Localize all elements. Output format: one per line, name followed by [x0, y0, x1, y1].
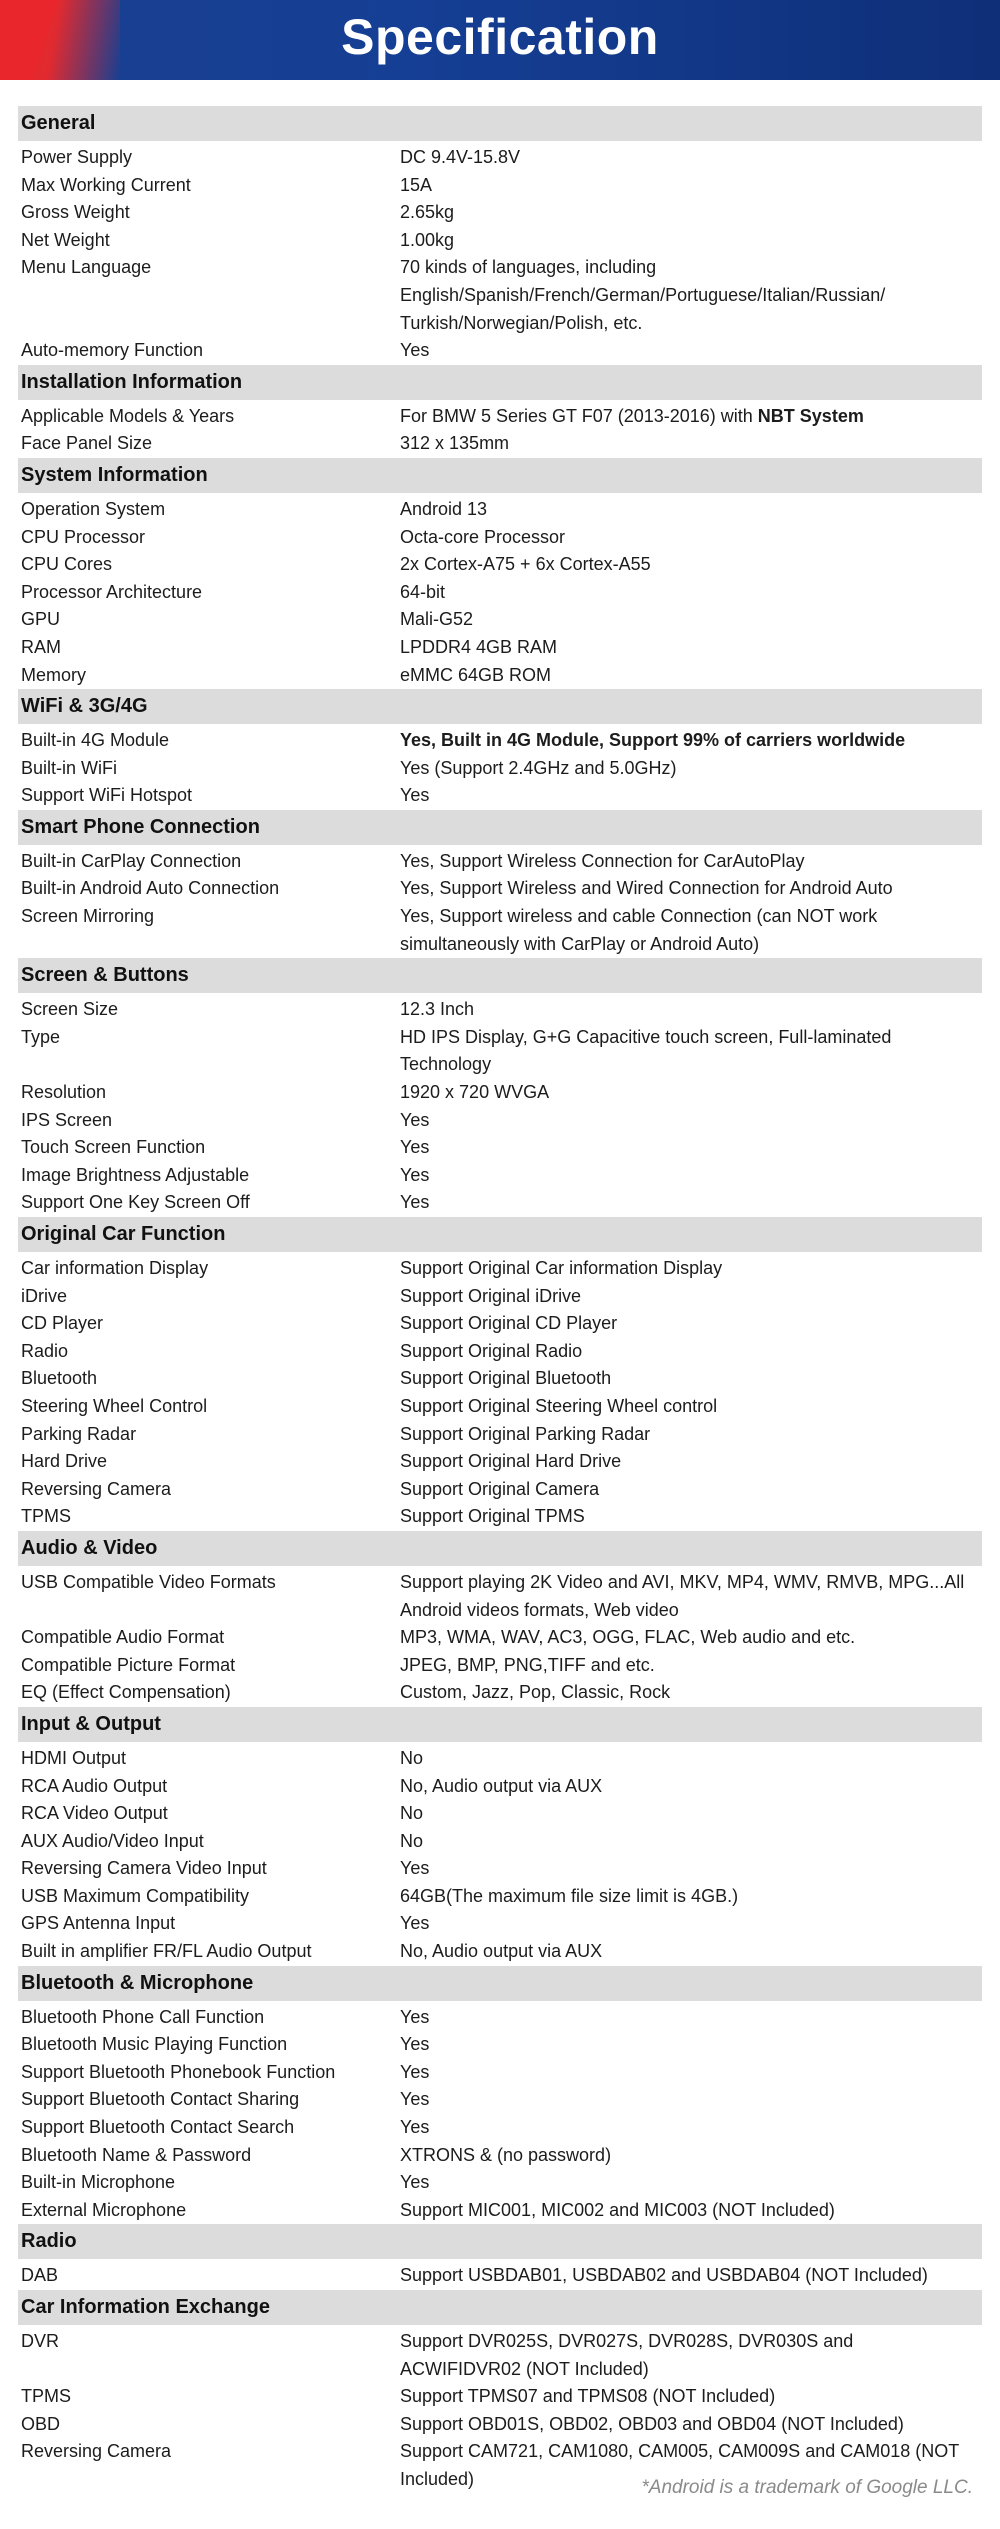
spec-value-text: Yes	[400, 1164, 430, 1185]
spec-label: Gross Weight	[21, 202, 130, 223]
spec-value-text: Yes	[400, 2006, 430, 2027]
spec-row	[18, 1938, 982, 1966]
spec-value	[400, 579, 982, 607]
section-heading: System Information	[18, 458, 982, 493]
spec-label: Resolution	[21, 1082, 107, 1103]
spec-value	[400, 199, 982, 227]
spec-value-text: 12.3 Inch	[400, 999, 475, 1020]
spec-value	[400, 727, 982, 755]
spec-row	[18, 2059, 982, 2087]
spec-value-text: Yes	[400, 2034, 430, 2055]
spec-row	[18, 1079, 982, 1107]
spec-value-text: Yes	[400, 1913, 430, 1934]
spec-row	[18, 1828, 982, 1856]
spec-row	[18, 524, 982, 552]
spec-value	[400, 2411, 982, 2439]
spec-label: Compatible Picture Format	[21, 1654, 236, 1675]
spec-value	[400, 1134, 982, 1162]
spec-section	[18, 1217, 982, 1531]
section-heading: Original Car Function	[18, 1217, 982, 1252]
spec-row	[18, 2411, 982, 2439]
spec-label: EQ (Effect Compensation)	[21, 1682, 231, 1703]
spec-row	[18, 2142, 982, 2170]
spec-row	[18, 337, 982, 365]
spec-value	[400, 1079, 982, 1107]
spec-value	[400, 2086, 982, 2114]
spec-value-text: No	[400, 1803, 424, 1824]
spec-value-emphasis: Yes, Built in 4G Module, Support 99% of carriers worldwide	[400, 730, 906, 751]
spec-row	[18, 1448, 982, 1476]
spec-value-text: Support MIC001, MIC002 and MIC003 (NOT Included)	[400, 2199, 835, 2220]
spec-value	[400, 1107, 982, 1135]
spec-label: iDrive	[21, 1285, 68, 1306]
spec-value-text: Support OBD01S, OBD02, OBD03 and OBD04 (NOT Included)	[400, 2413, 904, 2434]
spec-value-text: JPEG, BMP, PNG,TIFF and etc.	[400, 1654, 655, 1675]
spec-row	[18, 2383, 982, 2411]
spec-row	[18, 2114, 982, 2142]
spec-value-text: Yes	[400, 2089, 430, 2110]
section-heading: General	[18, 106, 982, 141]
spec-label: Built in amplifier FR/FL Audio Output	[21, 1941, 312, 1962]
spec-label: OBD	[21, 2413, 61, 2434]
spec-value	[400, 1393, 982, 1421]
spec-section	[18, 1966, 982, 2225]
spec-label: USB Compatible Video Formats	[21, 1571, 276, 1592]
header-banner	[0, 0, 1000, 80]
spec-section	[18, 1707, 982, 1966]
spec-value	[400, 606, 982, 634]
spec-value	[400, 172, 982, 200]
spec-value-text: 64GB(The maximum file size limit is 4GB.)	[400, 1885, 739, 1906]
spec-row	[18, 1679, 982, 1707]
spec-value-text: Support Original Steering Wheel control	[400, 1395, 718, 1416]
spec-value	[400, 1503, 982, 1531]
spec-label: Auto-memory Function	[21, 340, 204, 361]
spec-row	[18, 144, 982, 172]
spec-value	[400, 1652, 982, 1680]
spec-section	[18, 106, 982, 365]
spec-label: Bluetooth Name & Password	[21, 2144, 252, 2165]
spec-row	[18, 662, 982, 690]
spec-value-text: No	[400, 1830, 424, 1851]
spec-value-text: MP3, WMA, WAV, AC3, OGG, FLAC, Web audio and etc.	[400, 1627, 856, 1648]
spec-value	[400, 254, 982, 337]
spec-value	[400, 1624, 982, 1652]
spec-label: DAB	[21, 2265, 59, 2286]
spec-label: RCA Audio Output	[21, 1775, 168, 1796]
spec-value	[400, 1883, 982, 1911]
spec-value-text: Support DVR025S, DVR027S, DVR028S, DVR030S and ACWIFIDVR02 (NOT Included)	[400, 2331, 854, 2379]
spec-row	[18, 848, 982, 876]
spec-row	[18, 1503, 982, 1531]
spec-row	[18, 1883, 982, 1911]
spec-label: Type	[21, 1026, 61, 1047]
spec-value	[400, 1938, 982, 1966]
spec-value	[400, 524, 982, 552]
spec-value-text: Android 13	[400, 498, 488, 519]
spec-section	[18, 958, 982, 1217]
spec-label: TPMS	[21, 2386, 72, 2407]
spec-label: Processor Architecture	[21, 581, 203, 602]
spec-label: Screen Size	[21, 999, 119, 1020]
spec-value-text: No	[400, 1747, 424, 1768]
spec-value	[400, 227, 982, 255]
spec-value-text: 64-bit	[400, 581, 446, 602]
spec-value-text: HD IPS Display, G+G Capacitive touch screen, Full-laminated Technology	[400, 1026, 892, 1075]
spec-value	[400, 2383, 982, 2411]
spec-row	[18, 254, 982, 337]
section-heading: Input & Output	[18, 1707, 982, 1742]
spec-value	[400, 1855, 982, 1883]
spec-row	[18, 199, 982, 227]
spec-label: Bluetooth Music Playing Function	[21, 2034, 288, 2055]
spec-value	[400, 2262, 982, 2290]
spec-row	[18, 1162, 982, 1190]
spec-row	[18, 2004, 982, 2032]
spec-value	[400, 1476, 982, 1504]
spec-row	[18, 2169, 982, 2197]
spec-value-text: Yes	[400, 785, 430, 806]
spec-value	[400, 848, 982, 876]
spec-row	[18, 1338, 982, 1366]
spec-row	[18, 1189, 982, 1217]
spec-value-text: 1920 x 720 WVGA	[400, 1082, 550, 1103]
spec-label: Reversing Camera	[21, 2441, 172, 2462]
spec-row	[18, 1745, 982, 1773]
spec-row	[18, 996, 982, 1024]
spec-row	[18, 1800, 982, 1828]
spec-value-text: Yes	[400, 1137, 430, 1158]
spec-value	[400, 662, 982, 690]
spec-row	[18, 2262, 982, 2290]
spec-row	[18, 1910, 982, 1938]
spec-label: USB Maximum Compatibility	[21, 1885, 250, 1906]
section-heading: Radio	[18, 2224, 982, 2259]
spec-row	[18, 172, 982, 200]
spec-row	[18, 2031, 982, 2059]
spec-value	[400, 1569, 982, 1624]
spec-value-text: Support Original iDrive	[400, 1285, 582, 1306]
spec-section	[18, 365, 982, 458]
spec-label: Support Bluetooth Phonebook Function	[21, 2061, 336, 2082]
spec-label: Applicable Models & Years	[21, 405, 235, 426]
spec-value	[400, 337, 982, 365]
spec-value-text: No, Audio output via AUX	[400, 1941, 603, 1962]
spec-value-emphasis: NBT System	[757, 405, 864, 426]
section-heading: WiFi & 3G/4G	[18, 689, 982, 724]
spec-row	[18, 1107, 982, 1135]
spec-value-text: For BMW 5 Series GT F07 (2013-2016) with	[400, 405, 758, 426]
spec-value-text: Support Original Radio	[400, 1340, 583, 1361]
spec-label: CPU Processor	[21, 526, 146, 547]
spec-row	[18, 403, 982, 431]
spec-value	[400, 1745, 982, 1773]
spec-row	[18, 430, 982, 458]
spec-label: GPU	[21, 609, 61, 630]
spec-value	[400, 2169, 982, 2197]
spec-row	[18, 1365, 982, 1393]
section-heading: Audio & Video	[18, 1531, 982, 1566]
spec-label: Support One Key Screen Off	[21, 1192, 250, 1213]
spec-label: CPU Cores	[21, 554, 113, 575]
spec-value-text: Yes, Support Wireless Connection for CarAutoPlay	[400, 850, 805, 871]
spec-value-text: 1.00kg	[400, 229, 455, 250]
spec-row	[18, 1855, 982, 1883]
spec-row	[18, 1624, 982, 1652]
spec-value	[400, 996, 982, 1024]
spec-label: Image Brightness Adjustable	[21, 1164, 250, 1185]
spec-value	[400, 1365, 982, 1393]
spec-value-text: Yes	[400, 2172, 430, 2193]
spec-label: Reversing Camera Video Input	[21, 1858, 267, 1879]
spec-section	[18, 810, 982, 958]
spec-label: Built-in Microphone	[21, 2172, 176, 2193]
spec-value-text: Yes	[400, 1192, 430, 1213]
spec-label: TPMS	[21, 1506, 72, 1527]
spec-value-text: 312 x 135mm	[400, 433, 510, 454]
spec-label: Built-in Android Auto Connection	[21, 878, 280, 899]
spec-section	[18, 2224, 982, 2290]
spec-row	[18, 1283, 982, 1311]
spec-value-text: Yes	[400, 340, 430, 361]
spec-row	[18, 634, 982, 662]
spec-value	[400, 1162, 982, 1190]
spec-label: Menu Language	[21, 257, 152, 278]
spec-value	[400, 2004, 982, 2032]
spec-row	[18, 903, 982, 958]
spec-value-text: 15A	[400, 174, 433, 195]
spec-value-text: Support USBDAB01, USBDAB02 and USBDAB04 (NOT Included)	[400, 2265, 928, 2286]
spec-label: Touch Screen Function	[21, 1137, 206, 1158]
spec-label: Net Weight	[21, 229, 110, 250]
spec-label: Support Bluetooth Contact Sharing	[21, 2089, 300, 2110]
spec-row	[18, 755, 982, 783]
spec-value	[400, 1910, 982, 1938]
spec-label: AUX Audio/Video Input	[21, 1830, 204, 1851]
spec-label: Built-in CarPlay Connection	[21, 850, 242, 871]
spec-label: IPS Screen	[21, 1109, 113, 1130]
spec-row	[18, 1310, 982, 1338]
spec-value	[400, 755, 982, 783]
section-heading: Installation Information	[18, 365, 982, 400]
spec-value-text: Support Original Bluetooth	[400, 1368, 612, 1389]
spec-value-text: Yes	[400, 1109, 430, 1130]
spec-row	[18, 1476, 982, 1504]
spec-label: Hard Drive	[21, 1451, 108, 1472]
spec-value	[400, 144, 982, 172]
spec-row	[18, 875, 982, 903]
spec-row	[18, 1393, 982, 1421]
spec-label: Face Panel Size	[21, 433, 153, 454]
spec-label: Memory	[21, 664, 87, 685]
spec-value	[400, 1189, 982, 1217]
spec-value	[400, 1338, 982, 1366]
spec-value	[400, 1024, 982, 1079]
spec-label: Bluetooth	[21, 1368, 98, 1389]
spec-value-text: eMMC 64GB ROM	[400, 664, 552, 685]
spec-value	[400, 2142, 982, 2170]
spec-value	[400, 1310, 982, 1338]
spec-value-text: Support Original CD Player	[400, 1313, 618, 1334]
spec-value-text: Support Original Camera	[400, 1478, 600, 1499]
spec-value	[400, 1800, 982, 1828]
spec-value-text: Support Original Car information Display	[400, 1258, 723, 1278]
spec-section	[18, 1531, 982, 1707]
section-heading: Bluetooth & Microphone	[18, 1966, 982, 2001]
spec-value-text: Mali-G52	[400, 609, 474, 630]
spec-value-text: Yes	[400, 1858, 430, 1879]
spec-label: HDMI Output	[21, 1747, 127, 1768]
spec-value-text: Support CAM721, CAM1080, CAM005, CAM009S and CAM018 (NOT Included)	[400, 2441, 959, 2489]
section-heading: Car Information Exchange	[18, 2290, 982, 2325]
spec-row	[18, 1255, 982, 1283]
spec-value	[400, 634, 982, 662]
spec-value	[400, 1421, 982, 1449]
spec-value-text: No, Audio output via AUX	[400, 1775, 603, 1796]
spec-label: Steering Wheel Control	[21, 1395, 208, 1416]
spec-section	[18, 689, 982, 810]
spec-label: Reversing Camera	[21, 1478, 172, 1499]
spec-value	[400, 1283, 982, 1311]
spec-value	[400, 2031, 982, 2059]
spec-value-text: Support playing 2K Video and AVI, MKV, MP4, WMV, RMVB, MPG...All Android videos formats, Web video	[400, 1571, 965, 1620]
spec-label: RCA Video Output	[21, 1803, 168, 1824]
spec-value-text: 2x Cortex-A75 + 6x Cortex-A55	[400, 554, 651, 575]
spec-label: External Microphone	[21, 2199, 187, 2220]
spec-value-text: DC 9.4V-15.8V	[400, 147, 521, 167]
spec-row	[18, 1421, 982, 1449]
spec-label: Radio	[21, 1340, 69, 1361]
spec-value	[400, 1255, 982, 1283]
spec-label: DVR	[21, 2331, 60, 2351]
spec-value-text: Support Original Hard Drive	[400, 1451, 622, 1472]
spec-value	[400, 496, 982, 524]
spec-value-text: Yes, Support wireless and cable Connection (can NOT work simultaneously with CarPlay or Android Auto)	[400, 906, 878, 954]
spec-value	[400, 2059, 982, 2087]
spec-value	[400, 1773, 982, 1801]
spec-value	[400, 1679, 982, 1707]
spec-label: Operation System	[21, 498, 166, 519]
spec-label: GPS Antenna Input	[21, 1913, 176, 1934]
spec-value	[400, 2114, 982, 2142]
spec-value-text: Yes	[400, 2061, 430, 2082]
spec-value	[400, 1448, 982, 1476]
spec-label: Support Bluetooth Contact Search	[21, 2117, 295, 2138]
spec-row	[18, 727, 982, 755]
spec-value	[400, 2328, 982, 2383]
spec-row	[18, 496, 982, 524]
spec-label: Support WiFi Hotspot	[21, 785, 193, 806]
spec-value-text: Octa-core Processor	[400, 526, 566, 547]
spec-label: CD Player	[21, 1313, 104, 1334]
spec-row	[18, 551, 982, 579]
spec-table	[18, 106, 982, 2494]
spec-value-text: Support TPMS07 and TPMS08 (NOT Included)	[400, 2386, 776, 2407]
spec-row	[18, 1024, 982, 1079]
spec-value-text: 2.65kg	[400, 202, 455, 223]
spec-label: Power Supply	[21, 147, 133, 167]
spec-label: Built-in WiFi	[21, 757, 118, 778]
spec-row	[18, 579, 982, 607]
spec-row	[18, 1773, 982, 1801]
spec-row	[18, 606, 982, 634]
spec-value-text: Custom, Jazz, Pop, Classic, Rock	[400, 1682, 671, 1703]
spec-label: Car information Display	[21, 1258, 209, 1278]
spec-value	[400, 403, 982, 431]
spec-value-text: Support Original Parking Radar	[400, 1423, 651, 1444]
spec-section	[18, 458, 982, 689]
section-heading: Screen & Buttons	[18, 958, 982, 993]
page-title: Specification	[341, 9, 659, 65]
spec-row	[18, 2328, 982, 2383]
spec-value-text: Yes (Support 2.4GHz and 5.0GHz)	[400, 757, 677, 778]
spec-row	[18, 1569, 982, 1624]
trademark-footnote: *Android is a trademark of Google LLC.	[641, 2477, 973, 2498]
spec-value	[400, 551, 982, 579]
spec-value	[400, 782, 982, 810]
spec-row	[18, 1652, 982, 1680]
spec-label: Max Working Current	[21, 174, 191, 195]
spec-value	[400, 903, 982, 958]
spec-label: Screen Mirroring	[21, 906, 155, 927]
spec-row	[18, 782, 982, 810]
spec-row	[18, 227, 982, 255]
spec-value	[400, 1828, 982, 1856]
spec-section	[18, 2290, 982, 2494]
spec-label: Compatible Audio Format	[21, 1627, 225, 1648]
spec-value	[400, 430, 982, 458]
spec-value-text: LPDDR4 4GB RAM	[400, 636, 558, 657]
spec-value-text: Yes	[400, 2117, 430, 2138]
spec-row	[18, 1134, 982, 1162]
spec-value	[400, 2197, 982, 2225]
spec-row	[18, 2197, 982, 2225]
spec-row	[18, 2086, 982, 2114]
section-heading: Smart Phone Connection	[18, 810, 982, 845]
spec-value-text: 70 kinds of languages, including English/Spanish/French/German/Portuguese/Italian/Russian/ Turkish/Norwegian/Polish, etc.	[400, 257, 886, 333]
spec-value-text: Yes, Support Wireless and Wired Connection for Android Auto	[400, 878, 893, 899]
spec-label: Parking Radar	[21, 1423, 137, 1444]
spec-value-text: Support Original TPMS	[400, 1506, 585, 1527]
spec-label: Bluetooth Phone Call Function	[21, 2006, 265, 2027]
spec-value-text: XTRONS & (no password)	[400, 2144, 612, 2165]
spec-label: Built-in 4G Module	[21, 730, 170, 751]
spec-value	[400, 875, 982, 903]
spec-label: RAM	[21, 636, 61, 657]
